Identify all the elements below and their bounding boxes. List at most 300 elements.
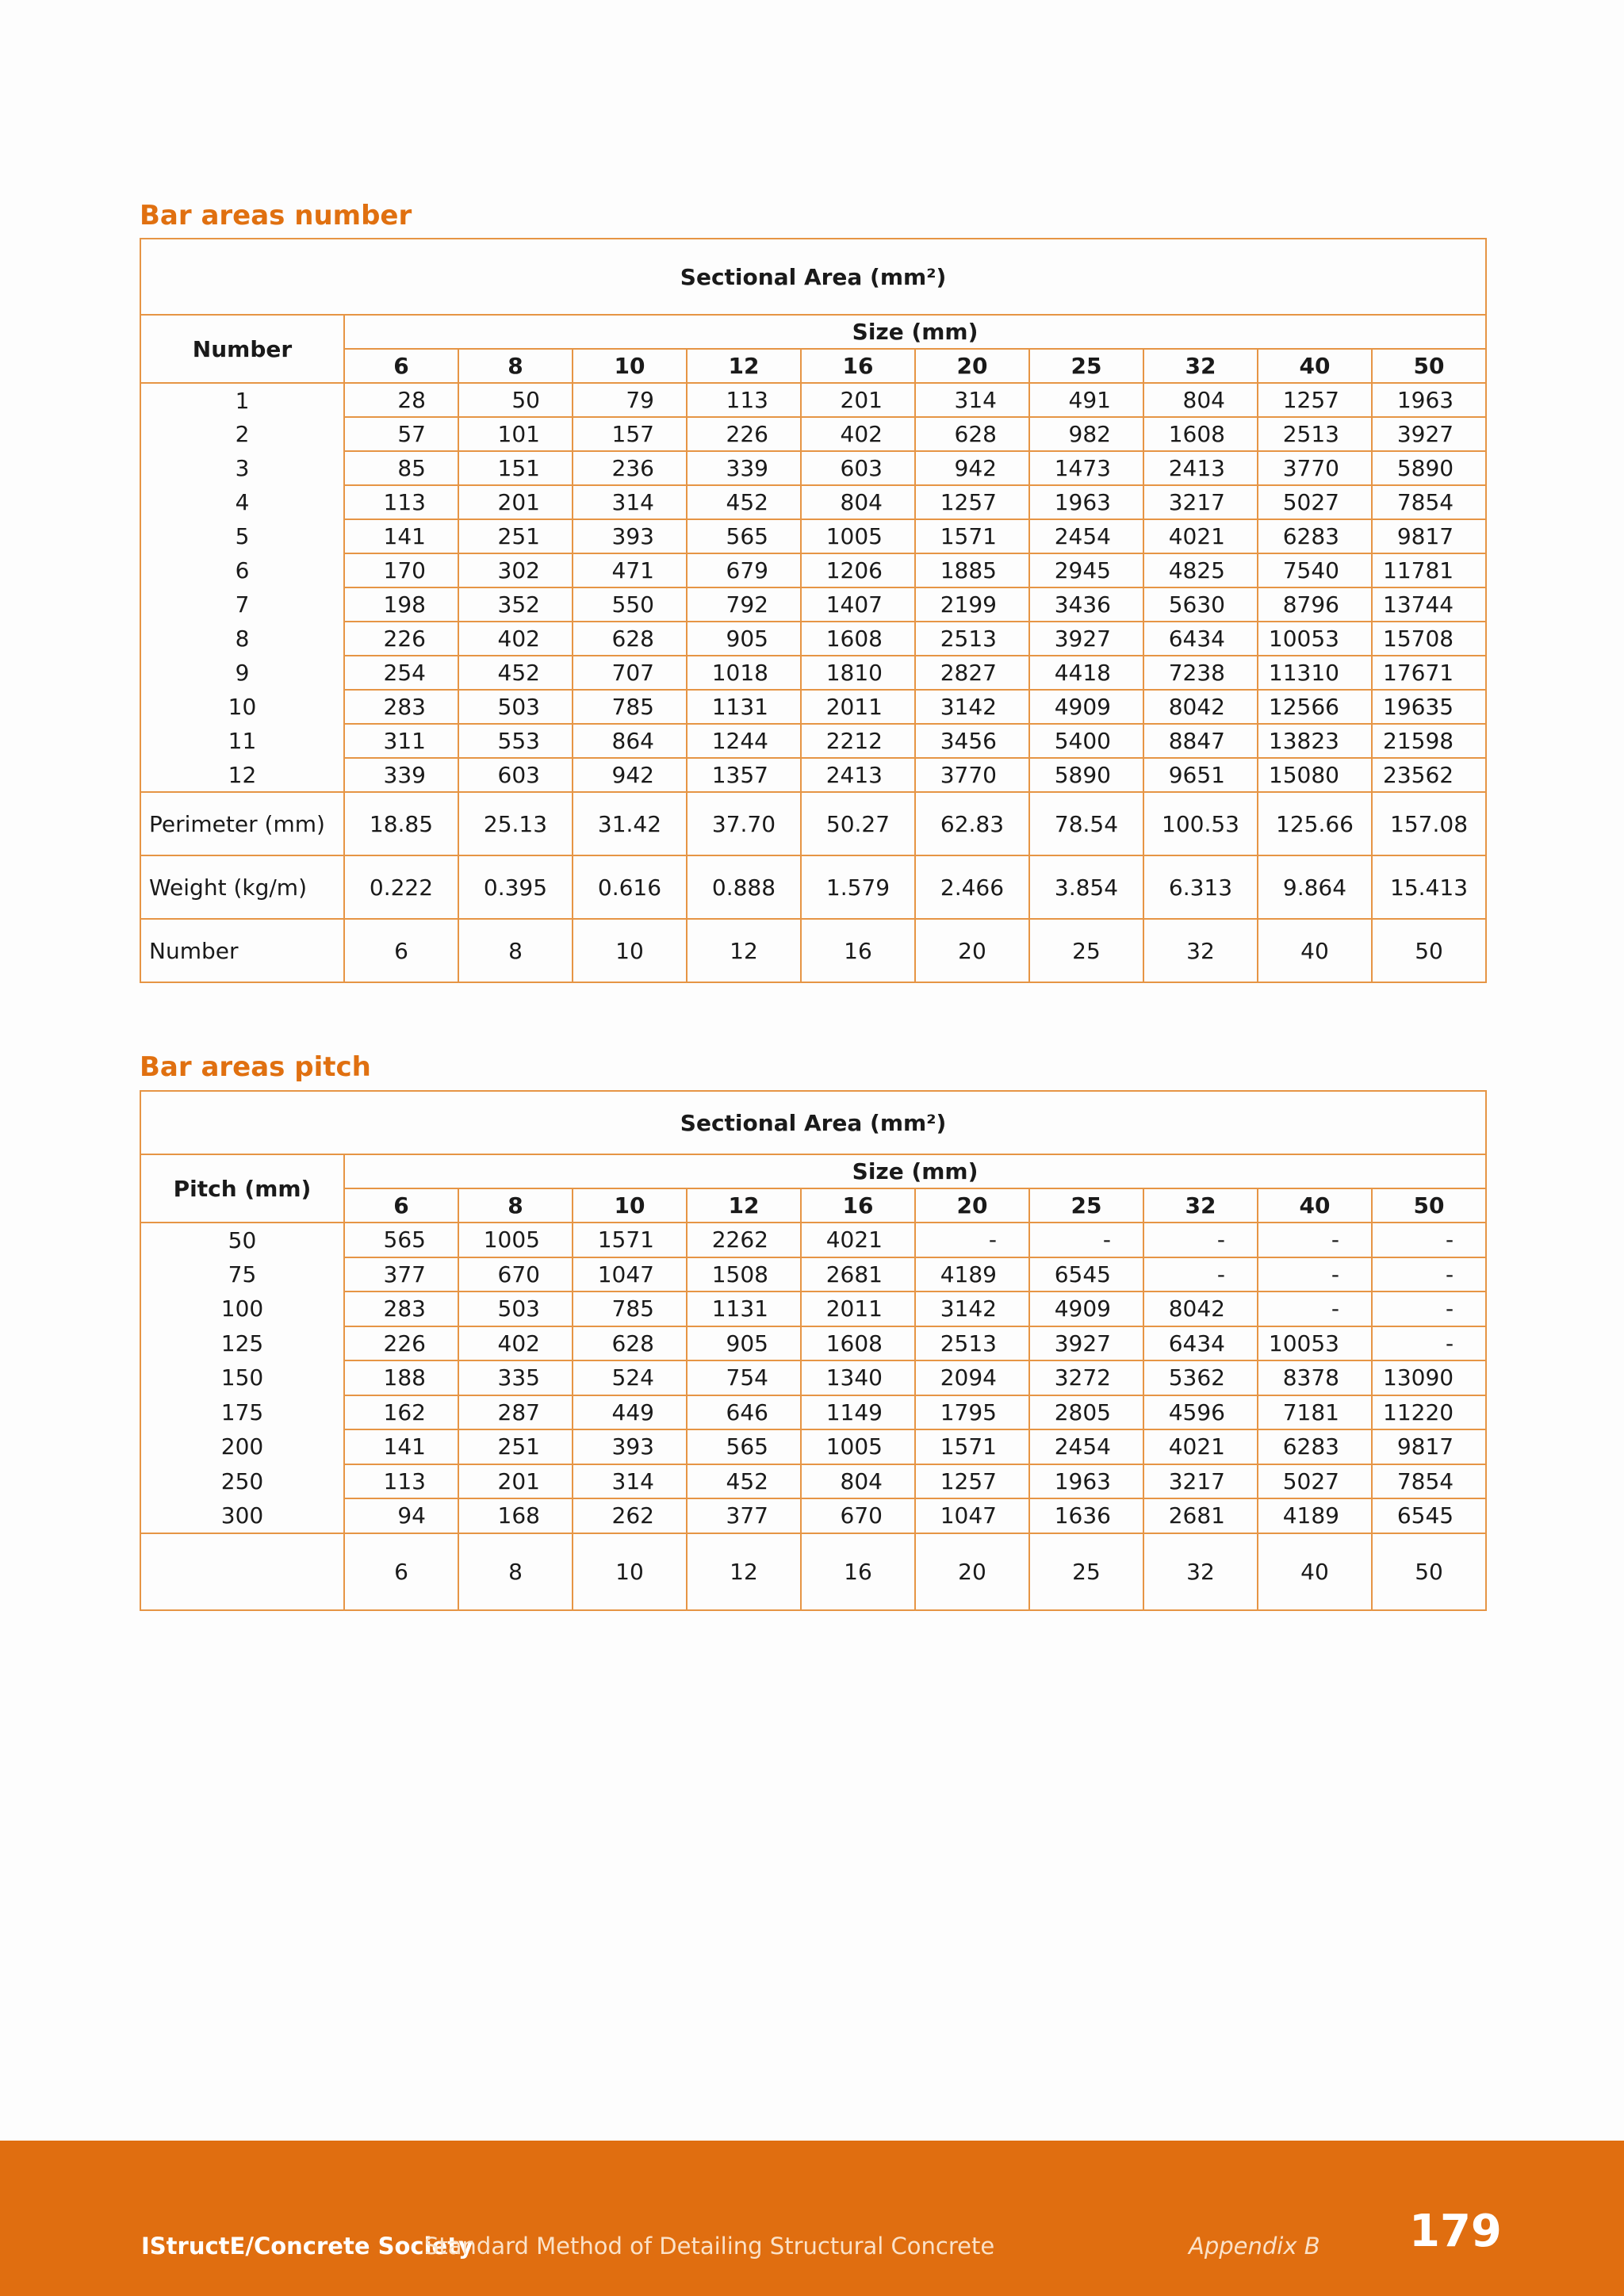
table-cell: 226 xyxy=(344,622,458,656)
row-label: 250 xyxy=(140,1464,344,1499)
table-cell: 15708 xyxy=(1372,622,1486,656)
table-cell: 6283 xyxy=(1258,1429,1372,1464)
table-cell: 125.66 xyxy=(1258,792,1372,855)
table-cell: 283 xyxy=(344,1292,458,1326)
table-row xyxy=(140,656,1486,690)
row-label-heading: Number xyxy=(140,315,344,383)
table-cell: 8 xyxy=(458,919,573,982)
table-cell: 339 xyxy=(687,451,801,485)
table-cell: 10053 xyxy=(1258,1326,1372,1361)
table-cell: 25 xyxy=(1029,919,1143,982)
table-cell: 1149 xyxy=(801,1395,915,1430)
table-cell: 1571 xyxy=(915,1429,1029,1464)
table-row xyxy=(140,1429,1486,1464)
table-cell: 6 xyxy=(344,1533,458,1610)
footer-publication: Standard Method of Detailing Structural Concrete xyxy=(424,2233,995,2260)
table-cell: 251 xyxy=(458,1429,573,1464)
table-cell: 15.413 xyxy=(1372,855,1486,919)
table-cell: - xyxy=(1258,1223,1372,1257)
table-row xyxy=(140,383,1486,417)
table-cell: 1257 xyxy=(915,485,1029,519)
table-cell: 1047 xyxy=(915,1498,1029,1533)
table-cell: 62.83 xyxy=(915,792,1029,855)
table-cell: 2262 xyxy=(687,1223,801,1257)
table-row xyxy=(140,1395,1486,1430)
size-column-header: 16 xyxy=(801,349,915,383)
table-cell: 50 xyxy=(458,383,573,417)
table-cell: 201 xyxy=(458,1464,573,1499)
table-cell: 314 xyxy=(573,1464,687,1499)
table-cell: 198 xyxy=(344,587,458,622)
table-cell: 402 xyxy=(458,1326,573,1361)
table-cell: 452 xyxy=(687,485,801,519)
table-cell: 402 xyxy=(458,622,573,656)
table-cell: 1018 xyxy=(687,656,801,690)
page-number: 179 xyxy=(1409,2206,1502,2257)
table-cell: 4418 xyxy=(1029,656,1143,690)
table-cell: 28 xyxy=(344,383,458,417)
weight-label: Weight (kg/m) xyxy=(140,855,344,919)
table-cell: 9817 xyxy=(1372,519,1486,553)
table-cell: 628 xyxy=(915,417,1029,451)
table-cell: 3927 xyxy=(1029,622,1143,656)
table-cell: 8 xyxy=(458,1533,573,1610)
table-cell: 982 xyxy=(1029,417,1143,451)
table-cell: 335 xyxy=(458,1360,573,1395)
row-label: 125 xyxy=(140,1326,344,1361)
table-cell: 550 xyxy=(573,587,687,622)
table-cell: 8847 xyxy=(1143,724,1258,758)
size-footer-label xyxy=(140,1533,344,1610)
table-row xyxy=(140,1257,1486,1292)
table-cell: 3927 xyxy=(1029,1326,1143,1361)
table-cell: 1608 xyxy=(801,1326,915,1361)
table-cell: 1963 xyxy=(1029,1464,1143,1499)
table-cell: 236 xyxy=(573,451,687,485)
table-cell: 452 xyxy=(458,656,573,690)
size-column-header: 40 xyxy=(1258,349,1372,383)
table-cell: 40 xyxy=(1258,919,1372,982)
table-cell: 471 xyxy=(573,553,687,587)
footer-appendix: Appendix B xyxy=(1189,2233,1320,2260)
table-cell: 905 xyxy=(687,622,801,656)
table-cell: 2454 xyxy=(1029,519,1143,553)
table-cell: 113 xyxy=(687,383,801,417)
table-cell: 31.42 xyxy=(573,792,687,855)
table-cell: 6434 xyxy=(1143,1326,1258,1361)
table-cell: 3770 xyxy=(1258,451,1372,485)
footer-org: IStructE/Concrete Society xyxy=(141,2233,473,2260)
table-cell: 6434 xyxy=(1143,622,1258,656)
size-column-header: 25 xyxy=(1029,1188,1143,1223)
table-row xyxy=(140,451,1486,485)
table-row xyxy=(140,1498,1486,1533)
table-cell: 101 xyxy=(458,417,573,451)
table-cell: 113 xyxy=(344,1464,458,1499)
size-column-header: 8 xyxy=(458,1188,573,1223)
table-cell: 226 xyxy=(344,1326,458,1361)
table-cell: 13090 xyxy=(1372,1360,1486,1395)
table-cell: 0.616 xyxy=(573,855,687,919)
table-cell: 628 xyxy=(573,622,687,656)
table-cell: 6545 xyxy=(1372,1498,1486,1533)
table-cell: 377 xyxy=(344,1257,458,1292)
table-cell: 12566 xyxy=(1258,690,1372,724)
table-cell: 20 xyxy=(915,919,1029,982)
size-column-header: 8 xyxy=(458,349,573,383)
table-cell: 0.888 xyxy=(687,855,801,919)
table-cell: 2513 xyxy=(1258,417,1372,451)
table-cell: 2945 xyxy=(1029,553,1143,587)
table-cell: 10 xyxy=(573,919,687,982)
table-row xyxy=(140,485,1486,519)
table-cell: 524 xyxy=(573,1360,687,1395)
table-cell: 3217 xyxy=(1143,1464,1258,1499)
row-label: 7 xyxy=(140,587,344,622)
table-cell: 37.70 xyxy=(687,792,801,855)
table-cell: 100.53 xyxy=(1143,792,1258,855)
table-cell: 287 xyxy=(458,1395,573,1430)
row-label: 75 xyxy=(140,1257,344,1292)
table-cell: 2805 xyxy=(1029,1395,1143,1430)
table-cell: 94 xyxy=(344,1498,458,1533)
table-cell: 10 xyxy=(573,1533,687,1610)
table-cell: 50 xyxy=(1372,1533,1486,1610)
number-section-title: Bar areas number xyxy=(140,200,412,232)
size-column-header: 32 xyxy=(1143,1188,1258,1223)
table-row xyxy=(140,553,1486,587)
table-cell: 113 xyxy=(344,485,458,519)
table-cell: 2681 xyxy=(1143,1498,1258,1533)
table-cell: 1131 xyxy=(687,690,801,724)
table-cell: 23562 xyxy=(1372,758,1486,792)
table-cell: 162 xyxy=(344,1395,458,1430)
table-row xyxy=(140,1360,1486,1395)
table-cell: 17671 xyxy=(1372,656,1486,690)
size-column-header: 25 xyxy=(1029,349,1143,383)
table-cell: 3436 xyxy=(1029,587,1143,622)
table-cell: 503 xyxy=(458,1292,573,1326)
table-cell: 4596 xyxy=(1143,1395,1258,1430)
table-cell: 25 xyxy=(1029,1533,1143,1610)
table-cell: 670 xyxy=(458,1257,573,1292)
table-cell: 9.864 xyxy=(1258,855,1372,919)
table-cell: 9651 xyxy=(1143,758,1258,792)
table-cell: 339 xyxy=(344,758,458,792)
table-cell: 151 xyxy=(458,451,573,485)
table-cell: 15080 xyxy=(1258,758,1372,792)
row-label: 150 xyxy=(140,1360,344,1395)
table-row xyxy=(140,690,1486,724)
size-heading-row xyxy=(140,1154,1486,1188)
table-cell: 141 xyxy=(344,1429,458,1464)
table-cell: 12 xyxy=(687,919,801,982)
table-cell: 3770 xyxy=(915,758,1029,792)
table-cell: 254 xyxy=(344,656,458,690)
size-heading-row xyxy=(140,315,1486,349)
pitch-section-title: Bar areas pitch xyxy=(140,1051,371,1083)
table-cell: 2827 xyxy=(915,656,1029,690)
table-row xyxy=(140,1292,1486,1326)
table-cell: 2413 xyxy=(801,758,915,792)
table-cell: 1571 xyxy=(573,1223,687,1257)
sectional-area-row xyxy=(140,1091,1486,1154)
table-cell: 7540 xyxy=(1258,553,1372,587)
table-cell: 6545 xyxy=(1029,1257,1143,1292)
table-cell: 5630 xyxy=(1143,587,1258,622)
table-cell: 8042 xyxy=(1143,1292,1258,1326)
row-label: 50 xyxy=(140,1223,344,1257)
table-cell: 402 xyxy=(801,417,915,451)
table-cell: - xyxy=(1372,1223,1486,1257)
table-cell: 3927 xyxy=(1372,417,1486,451)
table-cell: - xyxy=(915,1223,1029,1257)
row-label: 12 xyxy=(140,758,344,792)
table-row xyxy=(140,724,1486,758)
table-cell: 11220 xyxy=(1372,1395,1486,1430)
page-footer xyxy=(0,2141,1624,2296)
table-cell: 201 xyxy=(458,485,573,519)
table-cell: - xyxy=(1372,1326,1486,1361)
table-cell: 5890 xyxy=(1029,758,1143,792)
row-label: 200 xyxy=(140,1429,344,1464)
table-cell: 3.854 xyxy=(1029,855,1143,919)
table-cell: 3456 xyxy=(915,724,1029,758)
size-column-header: 20 xyxy=(915,349,1029,383)
table-cell: 201 xyxy=(801,383,915,417)
table-cell: 7181 xyxy=(1258,1395,1372,1430)
row-label: 1 xyxy=(140,383,344,417)
table-cell: 2212 xyxy=(801,724,915,758)
table-cell: 1508 xyxy=(687,1257,801,1292)
number-row xyxy=(140,919,1486,982)
table-cell: 157.08 xyxy=(1372,792,1486,855)
table-cell: 1005 xyxy=(458,1223,573,1257)
table-cell: 2.466 xyxy=(915,855,1029,919)
table-cell: 9817 xyxy=(1372,1429,1486,1464)
sectional-area-heading: Sectional Area (mm²) xyxy=(140,1091,1486,1154)
size-heading: Size (mm) xyxy=(344,315,1486,349)
table-cell: 393 xyxy=(573,1429,687,1464)
table-cell: 1407 xyxy=(801,587,915,622)
table-cell: 785 xyxy=(573,690,687,724)
table-cell: 553 xyxy=(458,724,573,758)
size-column-header: 40 xyxy=(1258,1188,1372,1223)
table-cell: 4909 xyxy=(1029,1292,1143,1326)
size-column-header: 6 xyxy=(344,1188,458,1223)
table-cell: 12 xyxy=(687,1533,801,1610)
table-cell: 314 xyxy=(573,485,687,519)
table-cell: 8796 xyxy=(1258,587,1372,622)
table-cell: 1810 xyxy=(801,656,915,690)
table-cell: 3217 xyxy=(1143,485,1258,519)
table-cell: 679 xyxy=(687,553,801,587)
table-cell: 6283 xyxy=(1258,519,1372,553)
row-label-heading: Pitch (mm) xyxy=(140,1154,344,1223)
size-column-header: 50 xyxy=(1372,349,1486,383)
table-cell: 302 xyxy=(458,553,573,587)
table-cell: 1963 xyxy=(1372,383,1486,417)
row-label: 11 xyxy=(140,724,344,758)
table-cell: 1206 xyxy=(801,553,915,587)
table-cell: - xyxy=(1258,1257,1372,1292)
table-cell: 646 xyxy=(687,1395,801,1430)
table-cell: 4189 xyxy=(1258,1498,1372,1533)
table-cell: 1473 xyxy=(1029,451,1143,485)
table-row xyxy=(140,417,1486,451)
table-row xyxy=(140,758,1486,792)
row-label: 5 xyxy=(140,519,344,553)
table-cell: 377 xyxy=(687,1498,801,1533)
table-cell: 1131 xyxy=(687,1292,801,1326)
table-cell: 2199 xyxy=(915,587,1029,622)
size-column-header: 10 xyxy=(573,349,687,383)
table-cell: 20 xyxy=(915,1533,1029,1610)
perimeter-label: Perimeter (mm) xyxy=(140,792,344,855)
table-cell: 188 xyxy=(344,1360,458,1395)
size-column-header: 50 xyxy=(1372,1188,1486,1223)
row-label: 9 xyxy=(140,656,344,690)
table-cell: 2454 xyxy=(1029,1429,1143,1464)
table-cell: 4021 xyxy=(1143,1429,1258,1464)
table-cell: - xyxy=(1143,1257,1258,1292)
table-cell: 5027 xyxy=(1258,485,1372,519)
table-cell: 262 xyxy=(573,1498,687,1533)
table-cell: 7238 xyxy=(1143,656,1258,690)
table-cell: 2011 xyxy=(801,690,915,724)
table-cell: 21598 xyxy=(1372,724,1486,758)
size-footer-row xyxy=(140,1533,1486,1610)
table-cell: 50 xyxy=(1372,919,1486,982)
table-cell: 2413 xyxy=(1143,451,1258,485)
size-column-header: 6 xyxy=(344,349,458,383)
table-row xyxy=(140,1223,1486,1257)
table-cell: 754 xyxy=(687,1360,801,1395)
row-label: 8 xyxy=(140,622,344,656)
table-cell: 1005 xyxy=(801,519,915,553)
table-cell: 1608 xyxy=(1143,417,1258,451)
table-cell: 11310 xyxy=(1258,656,1372,690)
table-cell: 6 xyxy=(344,919,458,982)
table-cell: 3272 xyxy=(1029,1360,1143,1395)
table-cell: 804 xyxy=(801,485,915,519)
row-label: 3 xyxy=(140,451,344,485)
table-cell: 157 xyxy=(573,417,687,451)
table-row xyxy=(140,622,1486,656)
table-cell: 4021 xyxy=(801,1223,915,1257)
table-cell: 1244 xyxy=(687,724,801,758)
table-cell: 2094 xyxy=(915,1360,1029,1395)
bar-areas-pitch-table xyxy=(140,1090,1487,1611)
number-label: Number xyxy=(140,919,344,982)
table-cell: 141 xyxy=(344,519,458,553)
table-cell: 603 xyxy=(801,451,915,485)
table-cell: 11781 xyxy=(1372,553,1486,587)
table-cell: 57 xyxy=(344,417,458,451)
table-cell: 13744 xyxy=(1372,587,1486,622)
table-cell: 2011 xyxy=(801,1292,915,1326)
row-label: 4 xyxy=(140,485,344,519)
table-cell: 170 xyxy=(344,553,458,587)
table-cell: 16 xyxy=(801,919,915,982)
table-cell: 1963 xyxy=(1029,485,1143,519)
table-cell: 670 xyxy=(801,1498,915,1533)
table-cell: 393 xyxy=(573,519,687,553)
table-cell: 13823 xyxy=(1258,724,1372,758)
table-cell: 1795 xyxy=(915,1395,1029,1430)
table-cell: 85 xyxy=(344,451,458,485)
table-cell: 19635 xyxy=(1372,690,1486,724)
table-cell: 5362 xyxy=(1143,1360,1258,1395)
table-cell: 804 xyxy=(801,1464,915,1499)
table-cell: 707 xyxy=(573,656,687,690)
table-cell: 792 xyxy=(687,587,801,622)
table-cell: 226 xyxy=(687,417,801,451)
table-cell: 5890 xyxy=(1372,451,1486,485)
table-cell: 352 xyxy=(458,587,573,622)
table-cell: 565 xyxy=(687,519,801,553)
table-cell: 7854 xyxy=(1372,1464,1486,1499)
table-cell: 32 xyxy=(1143,1533,1258,1610)
table-cell: 50.27 xyxy=(801,792,915,855)
table-cell: 78.54 xyxy=(1029,792,1143,855)
table-cell: 565 xyxy=(687,1429,801,1464)
table-cell: 283 xyxy=(344,690,458,724)
table-cell: 1005 xyxy=(801,1429,915,1464)
table-cell: 251 xyxy=(458,519,573,553)
table-cell: 10053 xyxy=(1258,622,1372,656)
table-cell: - xyxy=(1143,1223,1258,1257)
table-cell: - xyxy=(1258,1292,1372,1326)
sectional-area-row xyxy=(140,239,1486,315)
table-cell: 905 xyxy=(687,1326,801,1361)
table-cell: 1257 xyxy=(1258,383,1372,417)
table-cell: 2513 xyxy=(915,622,1029,656)
table-cell: 79 xyxy=(573,383,687,417)
table-row xyxy=(140,1326,1486,1361)
table-cell: 32 xyxy=(1143,919,1258,982)
row-label: 2 xyxy=(140,417,344,451)
table-row xyxy=(140,519,1486,553)
size-column-header: 20 xyxy=(915,1188,1029,1223)
table-row xyxy=(140,1464,1486,1499)
row-label: 300 xyxy=(140,1498,344,1533)
table-cell: 3142 xyxy=(915,690,1029,724)
table-cell: 311 xyxy=(344,724,458,758)
sectional-area-heading: Sectional Area (mm²) xyxy=(140,239,1486,315)
table-cell: 4021 xyxy=(1143,519,1258,553)
row-label: 100 xyxy=(140,1292,344,1326)
table-cell: 1357 xyxy=(687,758,801,792)
table-cell: 942 xyxy=(573,758,687,792)
row-label: 6 xyxy=(140,553,344,587)
table-cell: 314 xyxy=(915,383,1029,417)
table-cell: 864 xyxy=(573,724,687,758)
table-cell: 942 xyxy=(915,451,1029,485)
table-cell: 1257 xyxy=(915,1464,1029,1499)
table-cell: - xyxy=(1372,1257,1486,1292)
size-column-header: 12 xyxy=(687,1188,801,1223)
size-column-header: 32 xyxy=(1143,349,1258,383)
table-cell: 2513 xyxy=(915,1326,1029,1361)
size-heading: Size (mm) xyxy=(344,1154,1486,1188)
table-cell: 8378 xyxy=(1258,1360,1372,1395)
table-cell: 25.13 xyxy=(458,792,573,855)
table-cell: 18.85 xyxy=(344,792,458,855)
size-column-header: 12 xyxy=(687,349,801,383)
table-cell: 565 xyxy=(344,1223,458,1257)
table-cell: 2681 xyxy=(801,1257,915,1292)
